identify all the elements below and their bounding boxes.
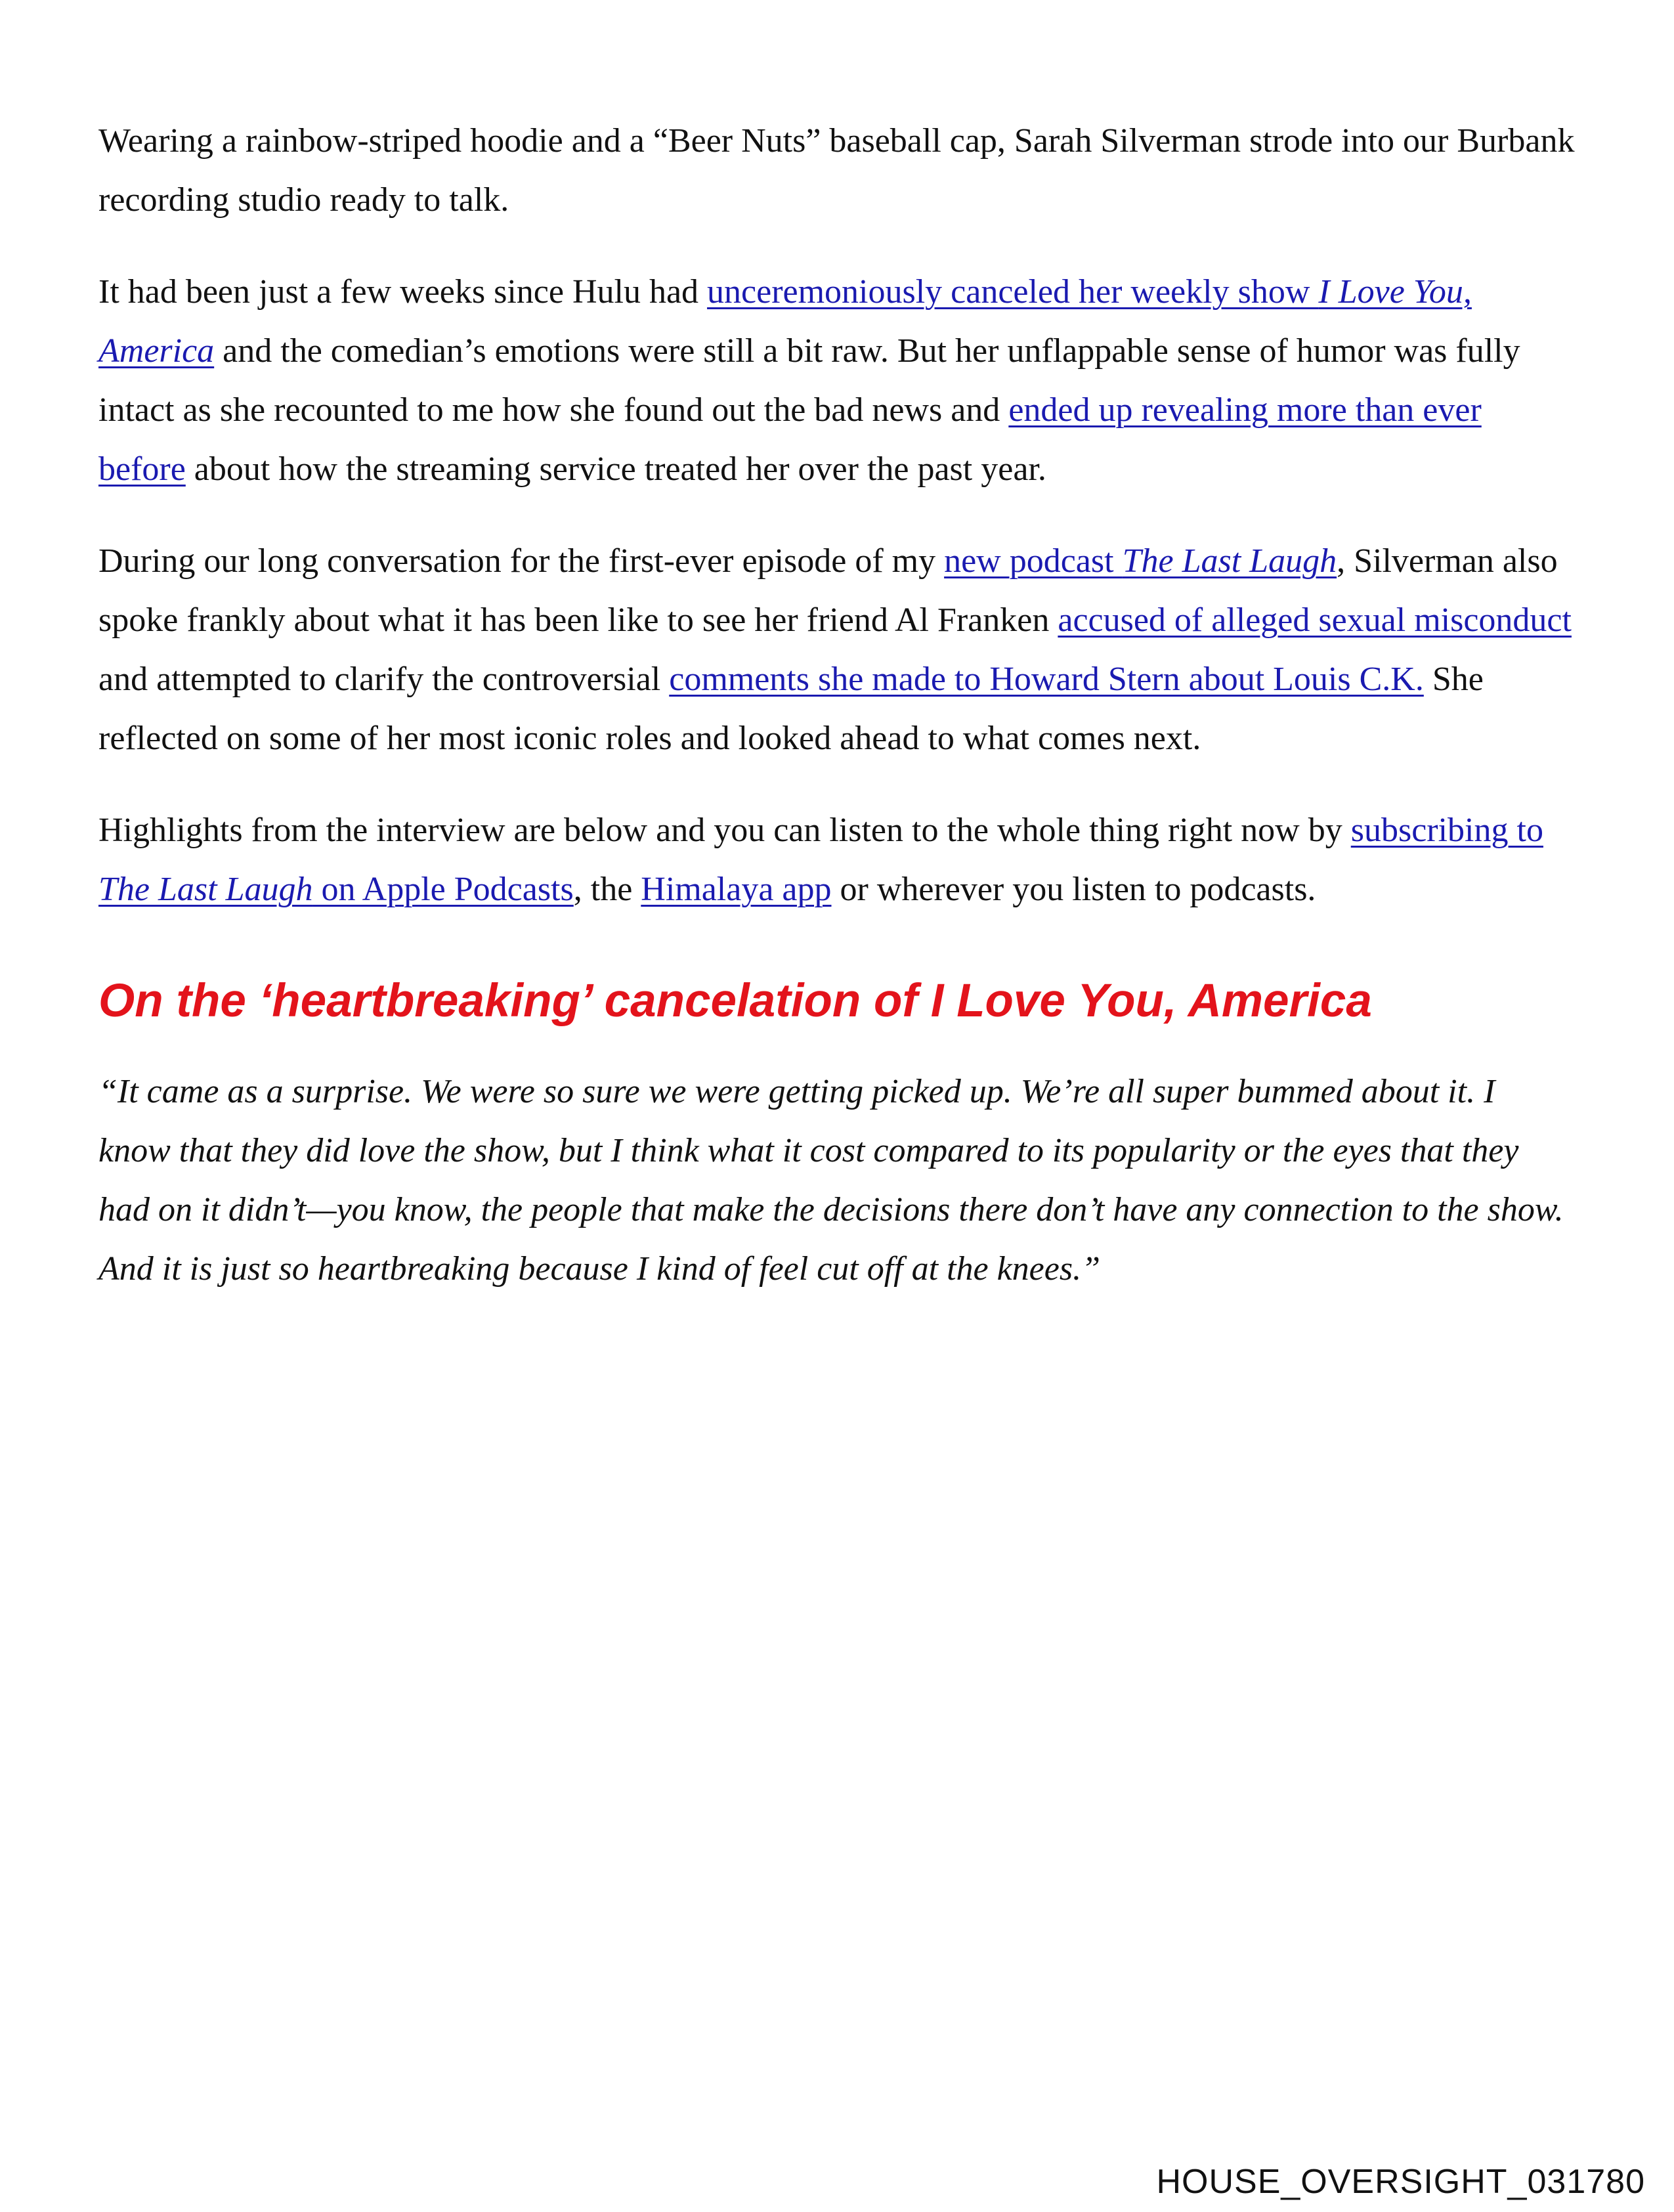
podcast-title-italic: The Last Laugh xyxy=(1122,542,1337,580)
paragraph-highlights xyxy=(98,801,1576,919)
paragraph-text: or wherever you listen to podcasts. xyxy=(831,871,1316,908)
bates-number: HOUSE_OVERSIGHT_031780 xyxy=(1156,2163,1645,2201)
paragraph-text: She reflected on some of her most iconic roles and looked ahead to what comes next. xyxy=(98,661,1484,757)
interview-quote: “It came as a surprise. We were so sure we were getting picked up. We’re all super bummed about it. I know that they did love the show, but I think what it cost compared to its popularity or the eyes that they had on it didn’t—you know, the people that make the decisions there don’t have any connection to the show. And it is just so heartbreaking because I kind of feel cut off at the knees.” xyxy=(98,1073,1564,1288)
paragraph-intro xyxy=(98,112,1576,230)
link-canceled-show[interactable]: unceremoniously canceled her weekly show I Love You, America xyxy=(98,273,1472,370)
link-himalaya-app[interactable]: Himalaya app xyxy=(641,871,832,908)
show-title-italic: I Love You, America xyxy=(98,273,1472,370)
link-new-podcast[interactable]: new podcast The Last Laugh xyxy=(944,542,1337,580)
paragraph-text: During our long conversation for the first-ever episode of my xyxy=(98,542,945,580)
paragraph-text: , the xyxy=(573,871,641,908)
paragraph-text: It had been just a few weeks since Hulu had xyxy=(98,273,708,311)
link-howard-stern-comments[interactable]: comments she made to Howard Stern about Louis C.K. xyxy=(669,661,1424,698)
section-heading: On the ‘heartbreaking’ cancelation of I Love You, America xyxy=(98,975,1372,1027)
paragraph-text: and the comedian’s emotions were still a bit raw. But her unflappable sense of humor was fully intact as she recounted to me how she found out the bad news and xyxy=(98,332,1520,429)
paragraph-text: Highlights from the interview are below and you can listen to the whole thing right now by xyxy=(98,812,1351,849)
article-body xyxy=(98,112,1576,1299)
paragraph-text: , Silverman also spoke frankly about what it has been like to see her friend Al Franken xyxy=(98,542,1558,639)
link-revealing-more[interactable]: ended up revealing more than ever before xyxy=(98,391,1482,488)
podcast-title-italic: The Last Laugh xyxy=(98,871,313,908)
link-apple-podcasts[interactable]: subscribing to The Last Laugh on Apple Podcasts xyxy=(98,812,1543,908)
paragraph-conversation xyxy=(98,532,1576,768)
paragraph-intro-text: Wearing a rainbow-striped hoodie and a “Beer Nuts” baseball cap, Sarah Silverman strode into our Burbank recording studio ready to talk. xyxy=(98,122,1575,219)
paragraph-text: about how the streaming service treated her over the past year. xyxy=(185,450,1046,488)
paragraph-text: and attempted to clarify the controversial xyxy=(98,661,670,698)
paragraph-cancelation xyxy=(98,263,1576,499)
link-franken-accusation[interactable]: accused of alleged sexual misconduct xyxy=(1058,601,1572,639)
